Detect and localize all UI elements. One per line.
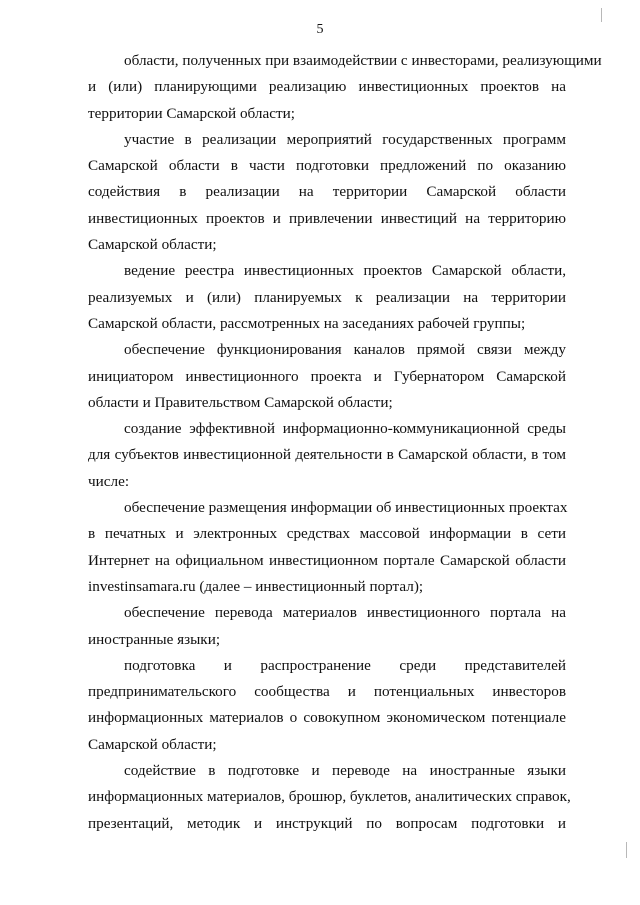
paragraph-line: области и Правительством Самарской области;	[88, 393, 393, 411]
paragraph	[88, 495, 566, 600]
paragraph	[88, 337, 566, 416]
paragraph-line: информационных материалов о совокупном экономическом потенциале	[88, 709, 566, 727]
paragraph-line: содействие в подготовке и переводе на иностранные языки	[124, 762, 566, 780]
paragraph-line: реализуемых и (или) планируемых к реализации на территории	[88, 288, 566, 306]
paragraph-line: области, полученных при взаимодействии с инвесторами, реализующими	[124, 52, 602, 69]
paragraph-line: инициатором инвестиционного проекта и Губернатором Самарской	[88, 367, 566, 385]
scan-edge-mark	[601, 8, 602, 22]
scan-edge-mark	[626, 842, 627, 858]
paragraph-line: Интернет на официальном инвестиционном портале Самарской области	[88, 551, 566, 569]
paragraph	[88, 258, 566, 337]
paragraph-line: инвестиционных проектов и привлечении инвестиций на территорию	[88, 209, 566, 227]
paragraph	[88, 127, 566, 258]
paragraph-line: обеспечение размещения информации об инвестиционных проектах	[124, 499, 568, 517]
page-number: 5	[316, 22, 324, 37]
paragraph-line: иностранные языки;	[88, 630, 221, 648]
paragraph-line: обеспечение перевода материалов инвестиционного портала на	[124, 604, 566, 622]
paragraph-line: для субъектов инвестиционной деятельности в Самарской области, в том	[88, 446, 566, 464]
paragraph	[88, 653, 566, 758]
document-body	[88, 48, 602, 837]
paragraph-line: территории Самарской области;	[88, 104, 295, 122]
paragraph	[88, 48, 602, 127]
paragraph-line: в печатных и электронных средствах массовой информации в сети	[88, 525, 566, 543]
paragraph-line: Самарской области;	[88, 236, 217, 254]
paragraph-line: ведение реестра инвестиционных проектов Самарской области,	[124, 262, 566, 280]
paragraph-line: участие в реализации мероприятий государственных программ	[124, 130, 566, 148]
paragraph	[88, 600, 566, 653]
paragraph	[88, 416, 566, 495]
paragraph-line: создание эффективной информационно-коммуникационной среды	[124, 420, 566, 438]
paragraph-line: Самарской области, рассмотренных на заседаниях рабочей группы;	[88, 314, 526, 332]
paragraph-line: и (или) планирующими реализацию инвестиционных проектов на	[88, 78, 566, 96]
paragraph	[88, 758, 571, 837]
paragraph-line: investinsamara.ru (далее – инвестиционный портал);	[88, 577, 424, 595]
paragraph-line: содействия в реализации на территории Самарской области	[88, 183, 566, 201]
paragraph-line: подготовка и распространение среди представителей	[124, 656, 566, 674]
paragraph-line: числе:	[88, 472, 130, 490]
paragraph-line: презентаций, методик и инструкций по вопросам подготовки и	[88, 814, 566, 832]
paragraph-line: информационных материалов, брошюр, буклетов, аналитических справок,	[88, 788, 571, 806]
paragraph-line: обеспечение функционирования каналов прямой связи между	[124, 341, 566, 359]
paragraph-line: предпринимательского сообщества и потенциальных инвесторов	[88, 683, 566, 701]
paragraph-line: Самарской области в части подготовки предложений по оказанию	[88, 157, 566, 175]
paragraph-line: Самарской области;	[88, 735, 217, 753]
